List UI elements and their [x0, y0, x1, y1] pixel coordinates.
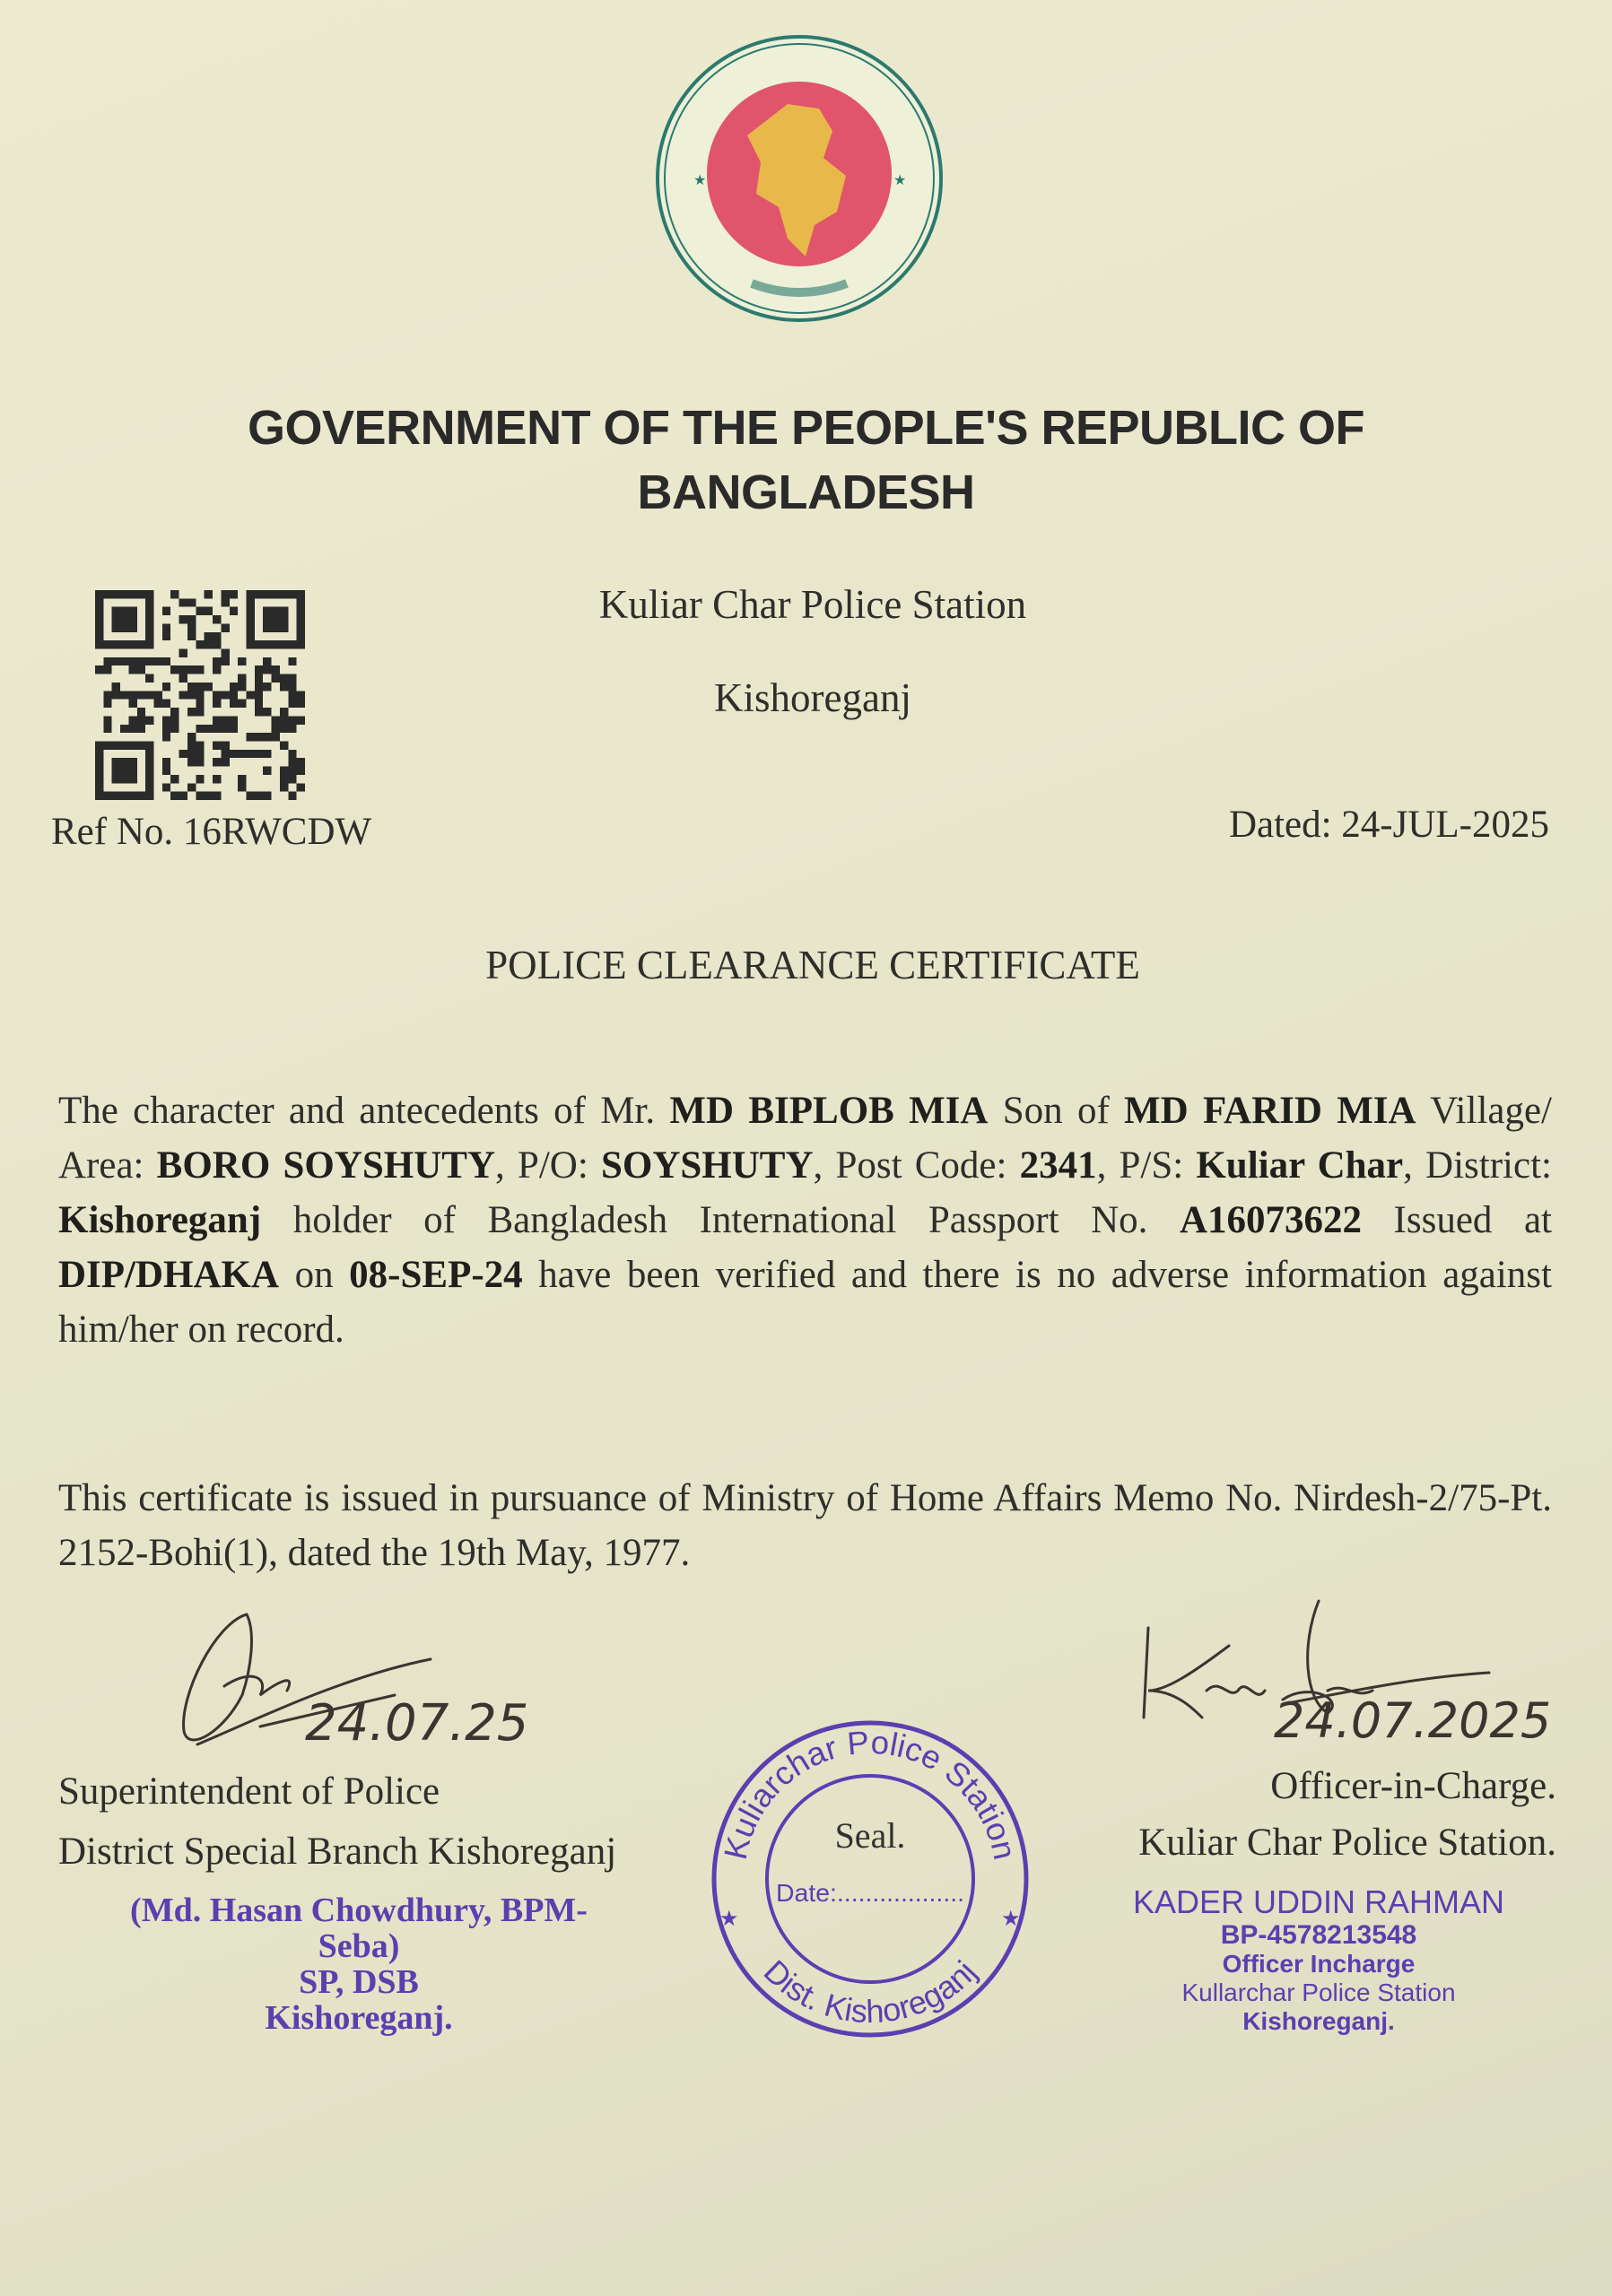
stamp-line: Kishoreganj. [265, 1999, 453, 2037]
text: , P/O: [495, 1144, 601, 1187]
police-station-name: Kuliar Char Police Station [598, 582, 1027, 627]
stamp-line: (Md. Hasan Chowdhury, BPM-Seba) [130, 1892, 588, 1965]
sp-sign-date: 24.07.25 [305, 1694, 529, 1752]
seal-ring-top: Kuliarchar Police Station [716, 1723, 1024, 1863]
post-office: SOYSHUTY [600, 1144, 814, 1187]
district-name: Kishoreganj [714, 675, 911, 720]
stamp-line: SP, DSB [299, 1963, 419, 2001]
applicant-name: MD BIPLOB MIA [669, 1090, 989, 1132]
star-icon: ★ [1001, 1908, 1021, 1931]
passport-issue-date: 08-SEP-24 [349, 1254, 523, 1296]
oc-office: Kuliar Char Police Station. [1138, 1822, 1556, 1864]
certificate-body [58, 1083, 1552, 1357]
sp-name-stamp [90, 1892, 628, 2036]
stamp-line: Officer Incharge [1222, 1950, 1416, 1978]
oc-title: Officer-in-Charge. [1270, 1765, 1556, 1807]
qr-code [95, 590, 305, 800]
stamp-line: Kishoreganj. [1242, 2007, 1395, 2035]
stamp-line: Kullarchar Police Station [1181, 1979, 1456, 2006]
seal-ring-bottom: Dist. Kishoreganj [756, 1952, 984, 2031]
government-emblem-icon [653, 32, 945, 325]
oc-name-stamp [1103, 1883, 1534, 2036]
text: , Post Code: [813, 1144, 1020, 1187]
text: , P/S: [1096, 1144, 1197, 1187]
seal-date: Date:.................. [776, 1879, 964, 1907]
svg-text:★: ★ [893, 173, 907, 188]
oc-sign-date: 24.07.2025 [1274, 1692, 1552, 1749]
district: Kishoreganj [58, 1199, 262, 1241]
text: , District: [1403, 1144, 1552, 1187]
text: holder of Bangladesh International Passport No. [261, 1199, 1180, 1241]
stamp-line: KADER UDDIN RAHMAN [1132, 1883, 1505, 1920]
stamp-line: BP-4578213548 [1220, 1920, 1417, 1950]
certificate-title: POLICE CLEARANCE CERTIFICATE [485, 943, 1140, 987]
seal-label: Seal. [834, 1815, 906, 1856]
sp-title: Superintendent of Police [58, 1770, 440, 1813]
issue-date: Dated: 24-JUL-2025 [1228, 804, 1549, 846]
reference-number: Ref No. 16RWCDW [51, 811, 372, 853]
svg-text:★: ★ [693, 173, 707, 188]
village: BORO SOYSHUTY [156, 1144, 496, 1187]
father-name: MD FARID MIA [1124, 1090, 1416, 1132]
police-station-seal [709, 1718, 1032, 2040]
police-station: Kuliar Char [1196, 1144, 1404, 1187]
sp-office: District Special Branch Kishoreganj [58, 1831, 617, 1873]
text: The character and antecedents of Mr. [58, 1090, 670, 1132]
title-line-1: GOVERNMENT OF THE PEOPLE'S REPUBLIC OF [248, 401, 1364, 455]
title-line-2: BANGLADESH [637, 465, 975, 519]
issued-at: DIP/DHAKA [58, 1254, 280, 1296]
text: Village/ Area: [58, 1090, 1553, 1187]
text: Issued at [1362, 1199, 1552, 1241]
post-code: 2341 [1019, 1144, 1097, 1187]
star-icon: ★ [719, 1908, 739, 1931]
text: on [279, 1254, 350, 1296]
memo-text: This certificate is issued in pursuance of Ministry of Home Affairs Memo No. Nirdesh-2/75-Pt. 2152-Bohi(1), dated the 19th May, 1977. [58, 1477, 1552, 1574]
passport-number: A16073622 [1179, 1199, 1363, 1241]
text: Son of [988, 1090, 1125, 1132]
text: have been verified and there is no adverse information against him/her on record. [58, 1254, 1552, 1351]
